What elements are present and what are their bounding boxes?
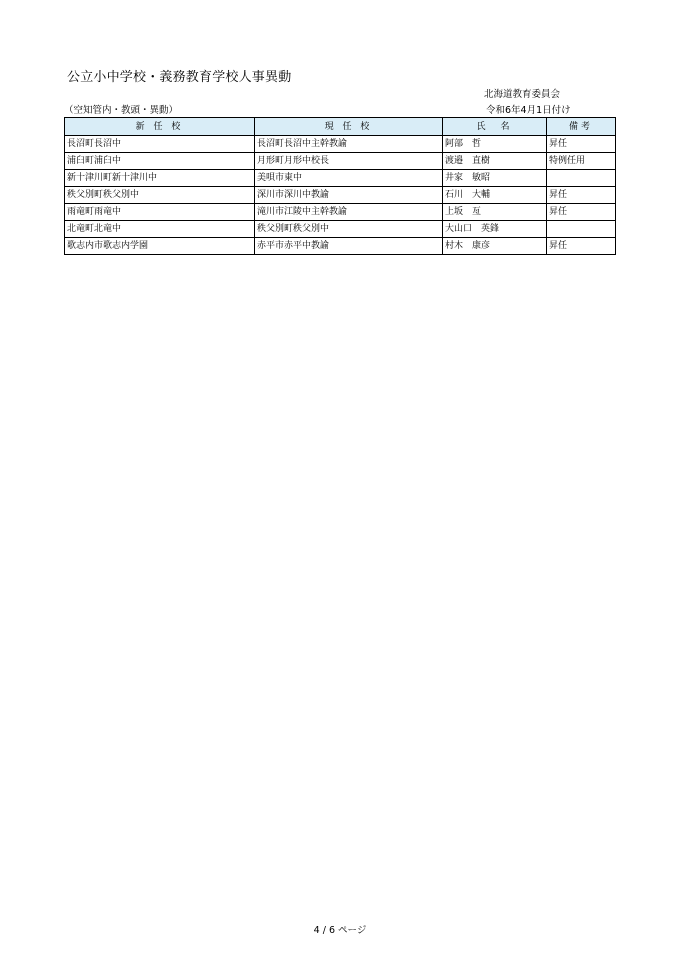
cell-current-school: 美唄市東中 <box>255 170 443 187</box>
cell-current-school: 秩父別町秩父別中 <box>255 221 443 238</box>
cell-new-school: 秩父別町秩父別中 <box>65 187 255 204</box>
cell-current-school: 深川市深川中教諭 <box>255 187 443 204</box>
cell-name: 村木 康彦 <box>443 238 547 255</box>
cell-remarks <box>547 221 616 238</box>
cell-name: 井家 敏昭 <box>443 170 547 187</box>
cell-name: 阿部 哲 <box>443 136 547 153</box>
cell-current-school: 赤平市赤平中教諭 <box>255 238 443 255</box>
table-row <box>65 187 616 204</box>
table-row <box>65 204 616 221</box>
issuer-label: 北海道教育委員会 <box>484 89 561 100</box>
table-row <box>65 221 616 238</box>
cell-remarks <box>547 170 616 187</box>
cell-name: 渡邉 直樹 <box>443 153 547 170</box>
document-subtitle: （空知管内・教頭・異動） <box>64 105 179 116</box>
cell-current-school: 滝川市江陵中主幹教諭 <box>255 204 443 221</box>
cell-new-school: 新十津川町新十津川中 <box>65 170 255 187</box>
header-remarks: 備考 <box>547 118 616 136</box>
table-header-row <box>65 118 616 136</box>
cell-remarks: 特例任用 <box>547 153 616 170</box>
header-name: 氏 名 <box>443 118 547 136</box>
cell-new-school: 雨竜町雨竜中 <box>65 204 255 221</box>
table-row <box>65 153 616 170</box>
effective-date: 令和6年4月1日付け <box>486 105 571 116</box>
cell-name: 大山口 英鋒 <box>443 221 547 238</box>
cell-name: 石川 大輔 <box>443 187 547 204</box>
cell-new-school: 歌志内市歌志内学園 <box>65 238 255 255</box>
personnel-table <box>64 117 616 255</box>
cell-remarks: 昇任 <box>547 187 616 204</box>
cell-remarks: 昇任 <box>547 238 616 255</box>
cell-remarks: 昇任 <box>547 136 616 153</box>
cell-name: 上坂 亙 <box>443 204 547 221</box>
header-current-school: 現 任 校 <box>255 118 443 136</box>
page-number: 4 / 6 ページ <box>313 925 367 936</box>
header-new-school: 新 任 校 <box>65 118 255 136</box>
document-title: 公立小中学校・義務教育学校人事異動 <box>67 70 292 85</box>
cell-new-school: 浦臼町浦臼中 <box>65 153 255 170</box>
table-row <box>65 170 616 187</box>
cell-new-school: 北竜町北竜中 <box>65 221 255 238</box>
cell-remarks: 昇任 <box>547 204 616 221</box>
table-row <box>65 136 616 153</box>
cell-current-school: 月形町月形中校長 <box>255 153 443 170</box>
table-row <box>65 238 616 255</box>
cell-current-school: 長沼町長沼中主幹教諭 <box>255 136 443 153</box>
cell-new-school: 長沼町長沼中 <box>65 136 255 153</box>
